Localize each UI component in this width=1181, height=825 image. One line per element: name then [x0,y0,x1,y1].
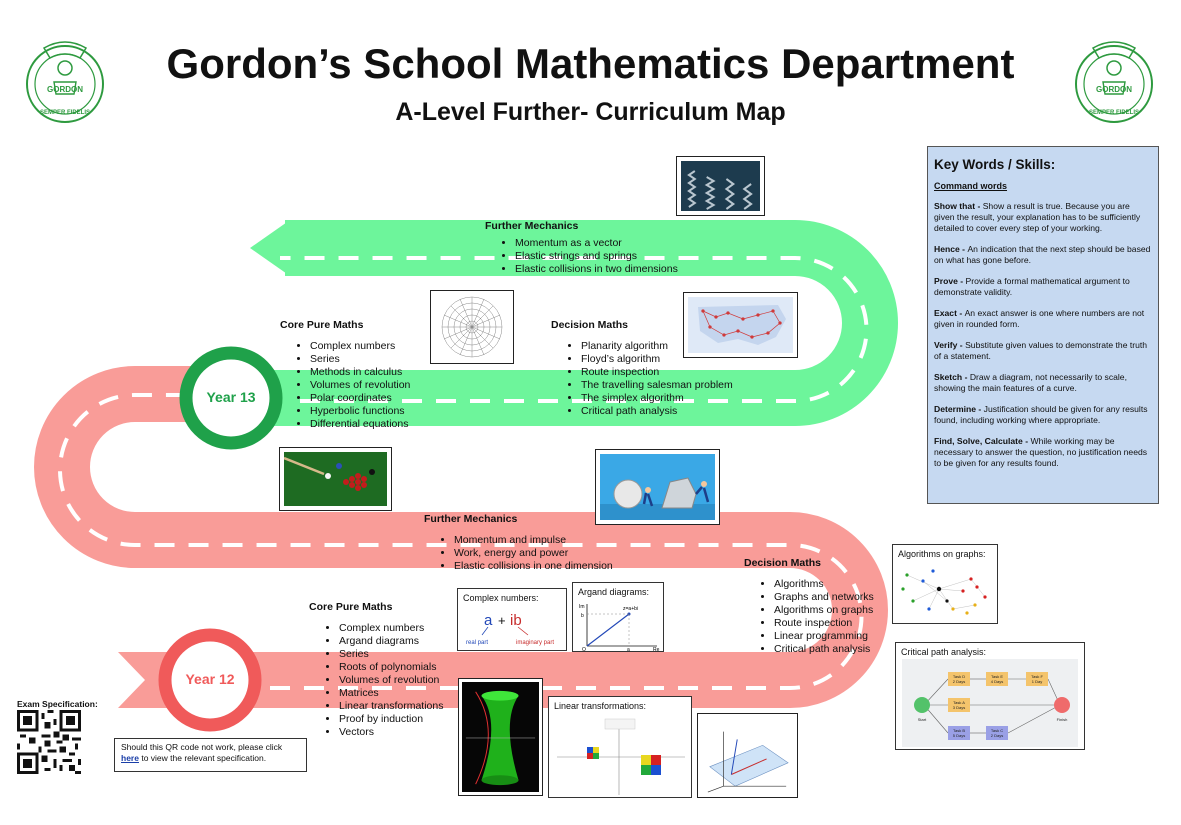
list-item: • Algorithms [774,578,874,591]
qr-code[interactable] [17,710,81,774]
keyword-entry [934,372,1152,394]
page-subtitle: A-Level Further- Curriculum Map [395,98,786,126]
list-item: • Momentum as a vector [515,237,678,250]
svg-text:b: b [581,613,584,619]
linear-transformations-card [548,696,692,798]
y12-core-pure [309,601,443,739]
section-title: Decision Maths [744,557,822,569]
topic-list [744,578,874,656]
keyword-entry [934,276,1152,298]
y13-core-pure [280,319,410,431]
list-item: • Series [339,648,443,661]
card-caption: Argand diagrams: [578,587,650,597]
keyword-term: Show that - [934,201,983,211]
argand-diagram [573,598,663,652]
volume-of-revolution-image [458,678,543,796]
list-item: • Series [310,353,410,366]
svg-text:Start: Start [917,717,927,722]
svg-text:z=a+bi: z=a+bi [623,606,639,612]
keyword-definition: Show a result is true. Because you are given the result, your explanation has to be sufficiently detailed to cover every step of your working. [934,201,1141,233]
svg-text:5 Days: 5 Days [952,733,966,738]
topic-list [424,534,613,573]
exam-specification-label: Exam Specification: [17,699,98,709]
keyword-term: Hence - [934,244,968,254]
svg-text:Re: Re [653,647,660,652]
svg-text:a: a [484,612,493,629]
svg-text:SEMPER FIDELIS: SEMPER FIDELIS [1088,110,1140,116]
y12-decision [744,557,874,656]
critical-path-card [895,642,1085,750]
list-item: • Work, energy and power [454,547,613,560]
svg-text:Finish: Finish [1056,717,1068,722]
keyword-entry [934,244,1152,266]
svg-text:2 Days: 2 Days [952,679,966,684]
section-title: Further Mechanics [485,220,579,232]
springs-image [676,156,765,216]
year13-road-arrow-head [250,220,290,276]
list-item: • Graphs and networks [774,591,874,604]
year13-label: Year 13 [206,389,256,405]
list-item: • Floyd’s algorithm [581,353,733,366]
list-item: • Polar coordinates [310,392,410,405]
list-item: • Proof by induction [339,713,443,726]
svg-text:+: + [498,613,506,628]
list-item: • Argand diagrams [339,635,443,648]
list-item: • Momentum and impulse [454,534,613,547]
complex-numbers-card [457,588,567,651]
keyword-term: Find, Solve, Calculate - [934,436,1031,446]
list-item: • Route inspection [581,366,733,379]
command-words-heading: Command words [934,181,1008,191]
svg-text:4 Days: 4 Days [990,679,1004,684]
keyword-definition: Justification should be given for any results found, including working where appropriate. [934,404,1148,425]
list-item: • Methods in calculus [310,366,410,379]
card-caption: Complex numbers: [463,593,539,603]
svg-text:3 Days: 3 Days [952,705,966,710]
list-item: • Roots of polynomials [339,661,443,674]
keyword-term: Exact - [934,308,965,318]
network-graph-diagram [893,561,997,623]
svg-text:Task D: Task D [952,674,966,679]
list-item: • Matrices [339,687,443,700]
keyword-term: Sketch - [934,372,970,382]
list-item: • Linear programming [774,630,874,643]
list-item: • Critical path analysis [774,643,874,656]
keyword-definition: Substitute given values to demonstrate the truth of a statement. [934,340,1148,361]
svg-text:1 Day: 1 Day [1031,679,1043,684]
list-item: • Planarity algorithm [581,340,733,353]
list-item: • The travelling salesman problem [581,379,733,392]
keyword-definition: An exact answer is one where numbers are not given in rounded form. [934,308,1145,329]
section-title: Decision Maths [551,319,629,331]
list-item: • Volumes of revolution [339,674,443,687]
argand-diagrams-card [572,582,664,652]
list-item: • Critical path analysis [581,405,733,418]
section-title: Core Pure Maths [280,319,364,331]
linear-transformation-diagram [549,715,691,797]
svg-text:GORDON: GORDON [47,85,83,94]
card-caption: Critical path analysis: [901,647,987,657]
list-item: • Differential equations [310,418,410,431]
keyword-entry [934,308,1152,330]
keyword-entry [934,436,1152,469]
list-item: • Hyperbolic functions [310,405,410,418]
list-item: • Vectors [339,726,443,739]
complex-number-diagram [458,607,566,651]
svg-text:Task A: Task A [953,700,965,705]
critical-path-diagram [902,659,1078,747]
topic-list [485,237,678,276]
keyword-entry [934,340,1152,362]
year12-label: Year 12 [185,671,235,687]
svg-text:SEMPER FIDELIS: SEMPER FIDELIS [39,110,91,116]
y13-further-mechanics [485,220,678,276]
keyword-definition: Provide a formal mathematical argument to demonstrate validity. [934,276,1130,297]
svg-text:GORDON: GORDON [1096,85,1132,94]
qr-fallback-note: Should this QR code not work, please click here to view the relevant specification. [114,738,307,772]
list-item: • Elastic collisions in one dimension [454,560,613,573]
svg-text:Task E: Task E [990,674,1004,679]
keyword-definition: While working may be necessary to answer the question, no justification needs to be given for any results found. [934,436,1148,468]
keyword-entry [934,201,1152,234]
list-item: • Algorithms on graphs [774,604,874,617]
list-item: • Elastic collisions in two dimensions [515,263,678,276]
key-words-heading: Key Words / Skills: [934,157,1056,172]
list-item: • Complex numbers [310,340,410,353]
list-item: • Volumes of revolution [310,379,410,392]
svg-text:real part: real part [466,640,489,646]
topic-list [309,622,443,739]
topic-list [280,340,410,431]
page-title: Gordon’s School Mathematics Department [166,40,1015,87]
polar-grid-image [430,290,514,364]
svg-text:2 Days: 2 Days [990,733,1004,738]
section-title: Further Mechanics [424,513,518,525]
list-item: • The simplex algorithm [581,392,733,405]
key-words-panel [927,146,1159,504]
specification-link[interactable]: here [121,753,139,763]
svg-text:O: O [582,647,586,652]
y12-further-mechanics [424,513,613,573]
svg-text:Im: Im [579,604,585,610]
section-title: Core Pure Maths [309,601,393,613]
card-caption: Algorithms on graphs: [898,549,986,559]
list-item: • Route inspection [774,617,874,630]
keyword-term: Determine - [934,404,984,414]
card-caption: Linear transformations: [554,701,647,711]
algorithms-on-graphs-card [892,544,998,624]
keyword-definition: Draw a diagram, not necessarily to scale, showing the main features of a curve. [934,372,1127,393]
keyword-term: Verify - [934,340,966,350]
svg-text:a: a [627,647,630,652]
keyword-entry [934,404,1152,426]
snooker-image [279,447,392,511]
svg-text:Task C: Task C [990,728,1004,733]
svg-text:Task B: Task B [952,728,966,733]
usa-network-map-image [683,292,798,358]
keyword-definition: An indication that the next step should be based on what has gone before. [934,244,1151,265]
vector-plane-image [697,713,798,798]
list-item: • Elastic strings and springs [515,250,678,263]
svg-text:ib: ib [510,612,522,629]
list-item: • Complex numbers [339,622,443,635]
keyword-term: Prove - [934,276,966,286]
svg-text:imaginary part: imaginary part [516,640,555,646]
pushing-boulders-image [595,449,720,525]
svg-text:Task F: Task F [1031,674,1043,679]
list-item: • Linear transformations [339,700,443,713]
